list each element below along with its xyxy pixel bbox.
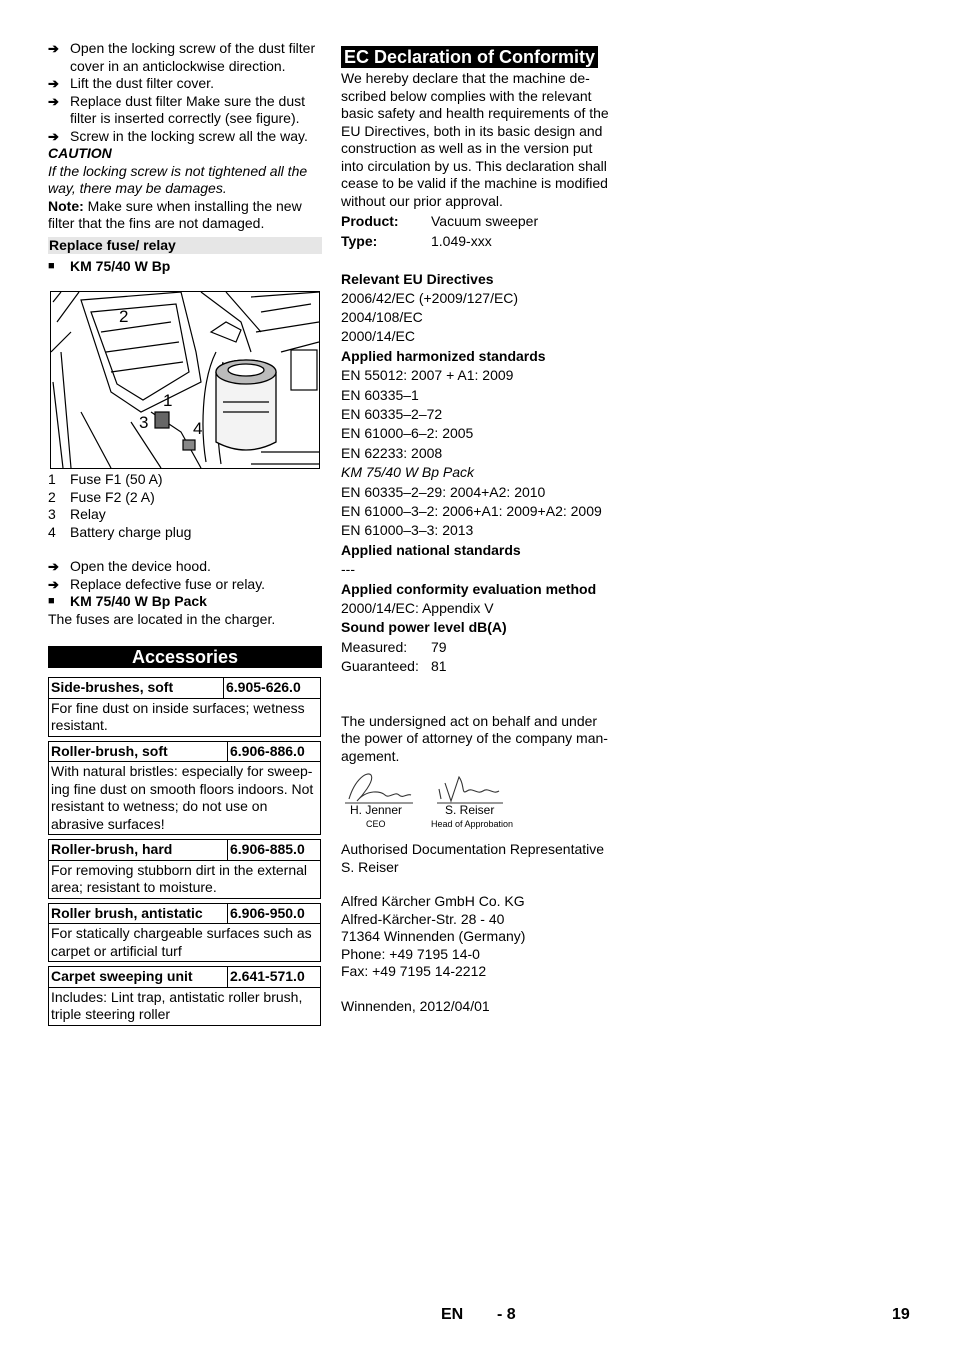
rep-line: Authorised Documentation Representative: [341, 841, 605, 858]
address-line: Fax: +49 7195 14-2212: [341, 963, 487, 980]
caution-title: CAUTION: [48, 145, 112, 161]
accessories-table: [48, 839, 321, 899]
arrow-icon: ➔: [48, 559, 59, 574]
model-bullet: ■ KM 75/40 W Bp: [48, 257, 171, 274]
legend-item: 1 Fuse F1 (50 A): [48, 471, 163, 487]
table-row: Includes: Lint trap, antistatic roller brush, triple steering roller: [49, 987, 321, 1025]
footer-subpage: - 8: [497, 1306, 516, 1323]
ec-intro: We hereby declare that the machine de-scribed below complies with the relevant basic safety and health requirements of the EU Directives, both in its basic design and construction as well as in the version put into circulation by us. This declaration shall cease to be valid if the machine is modified without our prior approval.: [341, 70, 609, 209]
table-row: For fine dust on inside surfaces; wetness resistant.: [49, 698, 321, 736]
fuses-text: The fuses are located in the charger.: [48, 610, 276, 627]
left-column: [48, 40, 322, 1026]
table-row: For statically chargeable surfaces such as carpet or artificial turf: [49, 924, 321, 962]
fuse-heading: Replace fuse/ relay: [48, 237, 322, 254]
square-bullet-icon: ■: [48, 259, 55, 272]
arrow-icon: ➔: [48, 41, 59, 56]
pack-label: KM 75/40 W Bp Pack: [341, 464, 475, 481]
accessories-table: [48, 966, 321, 1026]
standard-item: EN 60335–2–72: [341, 405, 443, 422]
harmonized-title: Applied harmonized standards: [341, 347, 546, 364]
ec-heading: EC Declaration of Conformity: [341, 46, 598, 68]
table-row: Roller-brush, hard 6.906-885.0: [49, 840, 321, 861]
sound-title: Sound power level dB(A): [341, 619, 507, 636]
signer-role: CEO: [366, 819, 386, 830]
legend-item: 2 Fuse F2 (2 A): [48, 488, 155, 505]
signer-name: H. Jenner: [350, 803, 403, 818]
arrow-icon: ➔: [48, 128, 59, 144]
accessories-table: [48, 741, 321, 836]
place-date: Winnenden, 2012/04/01: [341, 997, 490, 1014]
directives-title: Relevant EU Directives: [341, 271, 494, 287]
table-row: Roller brush, antistatic 6.906-950.0: [49, 903, 321, 924]
callout-label: 3: [139, 413, 149, 432]
directive-item: 2000/14/EC: [341, 328, 415, 345]
method-value: 2000/14/EC: Appendix V: [341, 600, 494, 616]
standard-item: EN 62233: 2008: [341, 444, 443, 461]
callout-label: 4: [193, 419, 203, 438]
table-row: Roller-brush, soft 6.906-886.0: [49, 741, 321, 762]
table-row: With natural bristles: especially for sweep-ing fine dust on smooth floors indoors. Not resistant to wetness; do not use on abrasive surfaces!: [49, 762, 321, 835]
accessories-heading: Accessories: [48, 646, 322, 668]
standard-item: EN 61000–6–2: 2005: [341, 425, 474, 442]
signer-name: S. Reiser: [445, 803, 495, 818]
square-bullet-icon: ■: [48, 595, 55, 607]
step: ➔ Replace defective fuse or relay.: [48, 575, 266, 592]
arrow-icon: ➔: [48, 76, 59, 91]
fuse-figure: [50, 291, 320, 469]
measured-row: Measured: 79: [341, 638, 447, 655]
standard-item: EN 60335–2–29: 2004+A2: 2010: [341, 483, 546, 500]
device-illustration: [51, 292, 319, 468]
type-row: Type: 1.049-xxx: [341, 232, 492, 249]
national-value: ---: [341, 561, 355, 578]
address-line: Alfred Kärcher GmbH Co. KG: [341, 893, 525, 910]
address-line: Alfred-Kärcher-Str. 28 - 40: [341, 910, 505, 927]
page-number: 19: [892, 1306, 910, 1323]
note: Note: Make sure when installing the new filter that the fins are not damaged.: [48, 197, 302, 231]
standard-item: EN 55012: 2007 + A1: 2009: [341, 367, 514, 384]
step: ➔ Replace dust filter Make sure the dust filter is inserted correctly (see figure).: [48, 92, 306, 126]
signer-role: Head of Approbation: [431, 819, 514, 830]
caution-text: If the locking screw is not tightened all the way, there may be damages.: [48, 162, 308, 196]
accessories-table: [48, 903, 321, 963]
address-line: 71364 Winnenden (Germany): [341, 928, 526, 945]
callout-label: 2: [119, 307, 129, 326]
arrow-icon: ➔: [48, 93, 59, 109]
callout-label: 1: [163, 391, 173, 410]
address-line: Phone: +49 7195 14-0: [341, 945, 480, 962]
model-bullet: ■ KM 75/40 W Bp Pack: [48, 593, 207, 609]
step: ➔ Open the device hood.: [48, 558, 211, 574]
legend-item: 3 Relay: [48, 506, 106, 522]
directive-item: 2004/108/EC: [341, 308, 423, 325]
step: ➔ Open the locking screw of the dust filter cover in an anticlockwise direction.: [48, 40, 316, 74]
footer-lang: EN: [441, 1306, 464, 1323]
table-row: For removing stubborn dirt in the external area; resistant to moisture.: [49, 860, 321, 898]
table-row: Carpet sweeping unit 2.641-571.0: [49, 967, 321, 988]
guaranteed-row: Guaranteed: 81: [341, 658, 447, 675]
standard-item: EN 61000–3–2: 2006+A1: 2009+A2: 2009: [341, 502, 602, 519]
undersigned-text: The undersigned act on behalf and under the power of attorney of the company man-agement.: [341, 712, 608, 764]
legend-item: 4 Battery charge plug: [48, 523, 192, 540]
directive-item: 2006/42/EC (+2009/127/EC): [341, 289, 519, 306]
product-row: Product: Vacuum sweeper: [341, 213, 539, 229]
accessories-table: [48, 677, 321, 737]
standard-item: EN 61000–3–3: 2013: [341, 522, 474, 539]
rep-line: S. Reiser: [341, 858, 399, 875]
national-title: Applied national standards: [341, 541, 521, 558]
step: ➔ Screw in the locking screw all the way.: [48, 127, 308, 144]
right-column: [341, 40, 615, 1015]
standard-item: EN 60335–1: [341, 386, 419, 403]
arrow-icon: ➔: [48, 576, 59, 592]
step: ➔ Lift the dust filter cover.: [48, 75, 214, 91]
signatures: [341, 765, 615, 835]
table-row: Side-brushes, soft 6.905-626.0: [49, 678, 321, 699]
method-title: Applied conformity evaluation method: [341, 580, 597, 597]
